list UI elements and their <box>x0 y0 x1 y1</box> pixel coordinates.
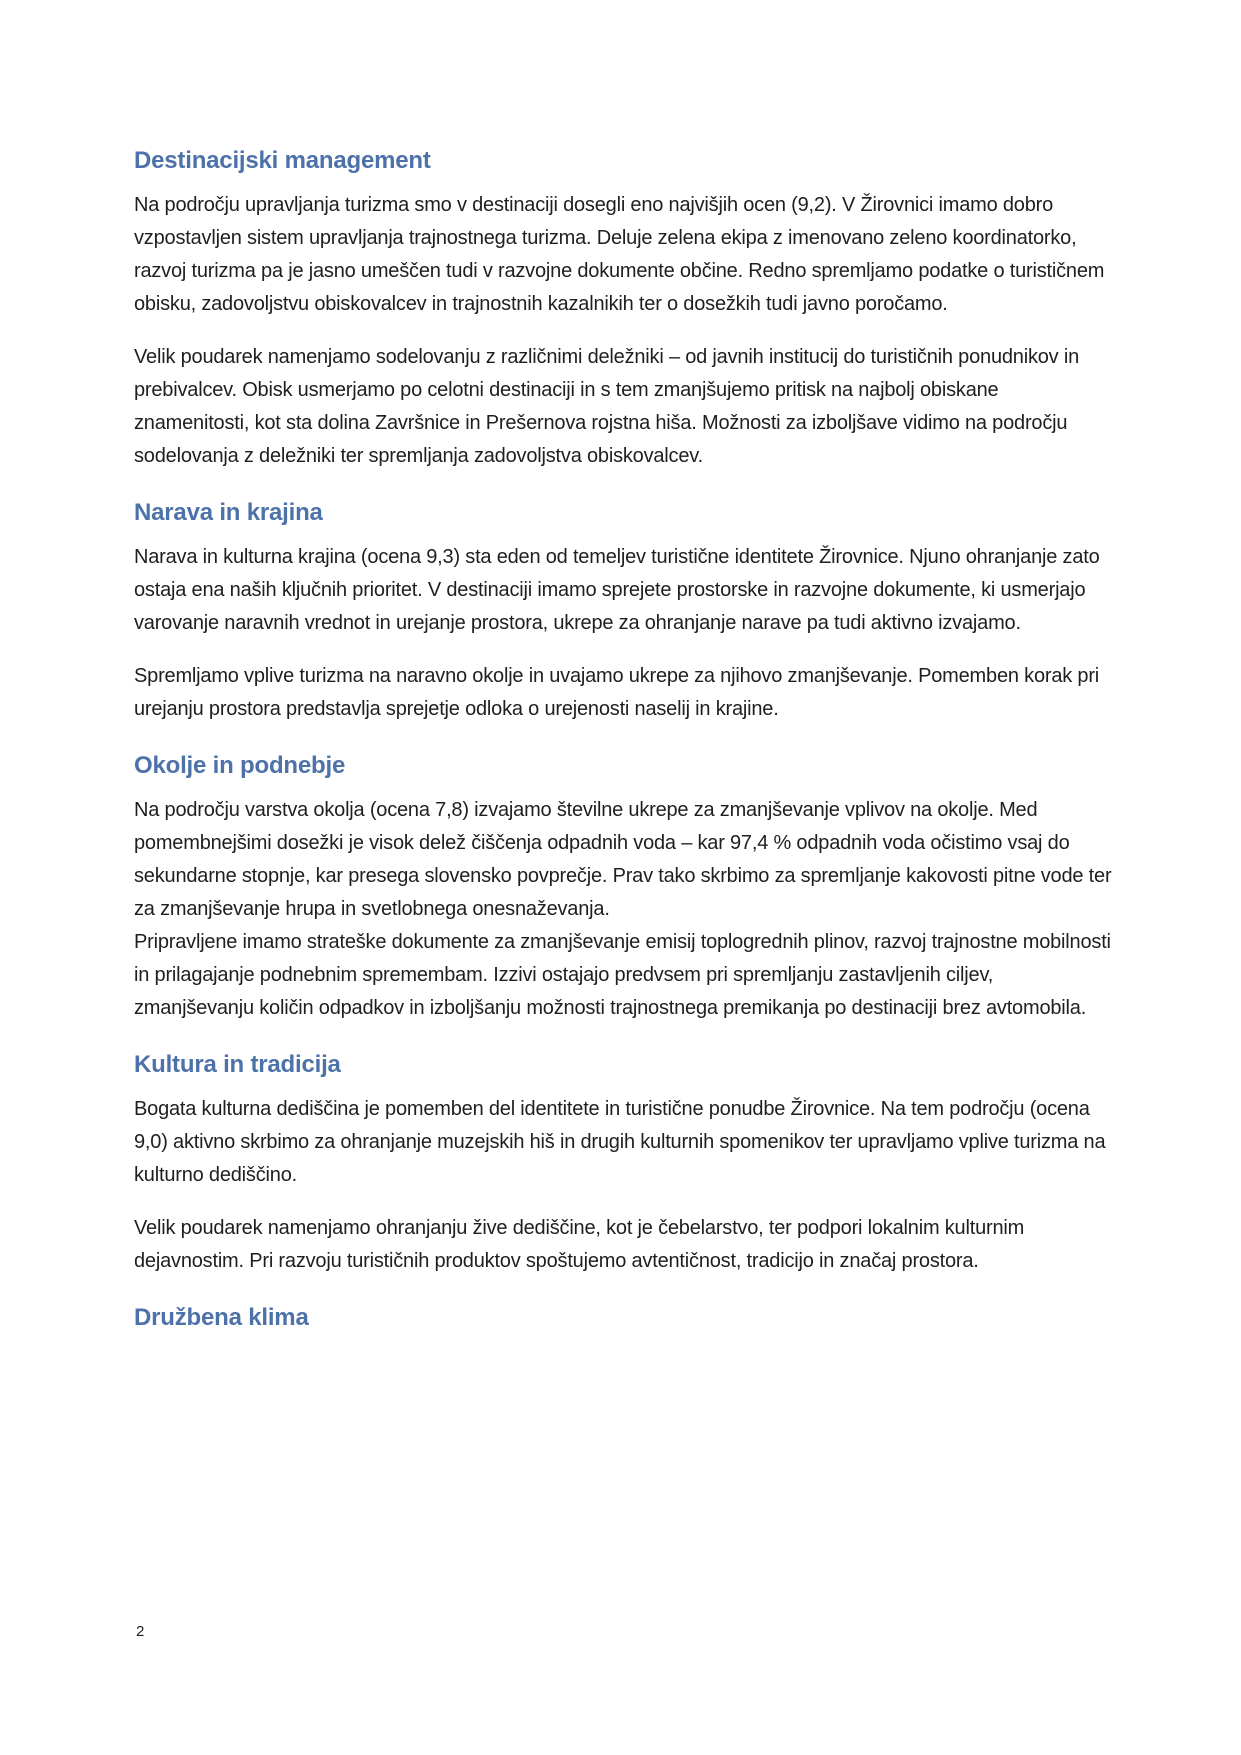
section-narava-in-krajina <box>134 493 1114 726</box>
paragraph: Na področju upravljanja turizma smo v destinaciji dosegli eno najvišjih ocen (9,2). V Žirovnici imamo dobro vzpostavljen sistem upravljanja trajnostnega turizma. Deluje zelena ekipa z imenovano zeleno koordinatorko, razvoj turizma pa je jasno umeščen tudi v razvojne dokumente občine. Redno spremljamo podatke o turističnem obisku, zadovoljstvu obiskovalcev in trajnostnih kazalnikih ter o dosežkih tudi javno poročamo. <box>134 194 1105 315</box>
paragraph: Spremljamo vplive turizma na naravno okolje in uvajamo ukrepe za njihovo zmanjševanje. Pomemben korak pri urejanju prostora predstavlja sprejetje odloka o urejenosti naselij in krajine. <box>134 665 1100 720</box>
section-heading: Kultura in tradicija <box>134 1051 341 1078</box>
section-druzbena-klima <box>134 1298 1114 1338</box>
paragraph: Bogata kulturna dediščina je pomemben del identitete in turistične ponudbe Žirovnice. Na tem področju (ocena 9,0) aktivno skrbimo za ohranjanje muzejskih hiš in drugih kulturnih spomenikov ter upravljamo vplive turizma na kulturno dediščino. <box>134 1098 1106 1186</box>
section-heading: Okolje in podnebje <box>134 752 346 779</box>
paragraph: Narava in kulturna krajina (ocena 9,3) sta eden od temeljev turistične identitete Žirovnice. Njuno ohranjanje zato ostaja ena naših ključnih prioritet. V destinaciji imamo sprejete prostorske in razvojne dokumente, ki usmerjajo varovanje naravnih vrednot in urejanje prostora, ukrepe za ohranjanje narave pa tudi aktivno izvajamo. <box>134 546 1100 634</box>
document-content <box>134 141 1114 1346</box>
page-number: 2 <box>136 1623 145 1640</box>
paragraph: Pripravljene imamo strateške dokumente za zmanjševanje emisij toplogrednih plinov, razvoj trajnostne mobilnosti in prilagajanje podnebnim spremembam. Izzivi ostajajo predvsem pri spremljanju zastavljenih ciljev, zmanjševanju količin odpadkov in izboljšanju možnosti trajnostnega premikanja po destinaciji brez avtomobila. <box>134 931 1111 1019</box>
section-okolje-in-podnebje <box>134 746 1114 1025</box>
section-heading: Družbena klima <box>134 1304 309 1331</box>
section-destinacijski-management <box>134 141 1114 473</box>
paragraph: Velik poudarek namenjamo ohranjanju žive dediščine, kot je čebelarstvo, ter podpori lokalnim kulturnim dejavnostim. Pri razvoju turističnih produktov spoštujemo avtentičnost, tradicijo in značaj prostora. <box>134 1217 1025 1272</box>
paragraph: Velik poudarek namenjamo sodelovanju z različnimi deležniki – od javnih institucij do turističnih ponudnikov in prebivalcev. Obisk usmerjamo po celotni destinaciji in s tem zmanjšujemo pritisk na najbolj obiskane znamenitosti, kot sta dolina Završnice in Prešernova rojstna hiša. Možnosti za izboljšave vidimo na področju sodelovanja z deležniki ter spremljanja zadovoljstva obiskovalcev. <box>134 346 1079 467</box>
paragraph: Na področju varstva okolja (ocena 7,8) izvajamo številne ukrepe za zmanjševanje vplivov na okolje. Med pomembnejšimi dosežki je visok delež čiščenja odpadnih voda – kar 97,4 % odpadnih voda očistimo vsaj do sekundarne stopnje, kar presega slovensko povprečje. Prav tako skrbimo za spremljanje kakovosti pitne vode ter za zmanjševanje hrupa in svetlobnega onesnaževanja. <box>134 799 1112 920</box>
section-heading: Narava in krajina <box>134 499 323 526</box>
section-kultura-in-tradicija <box>134 1045 1114 1278</box>
section-heading: Destinacijski management <box>134 147 431 174</box>
page-footer <box>136 1622 144 1642</box>
